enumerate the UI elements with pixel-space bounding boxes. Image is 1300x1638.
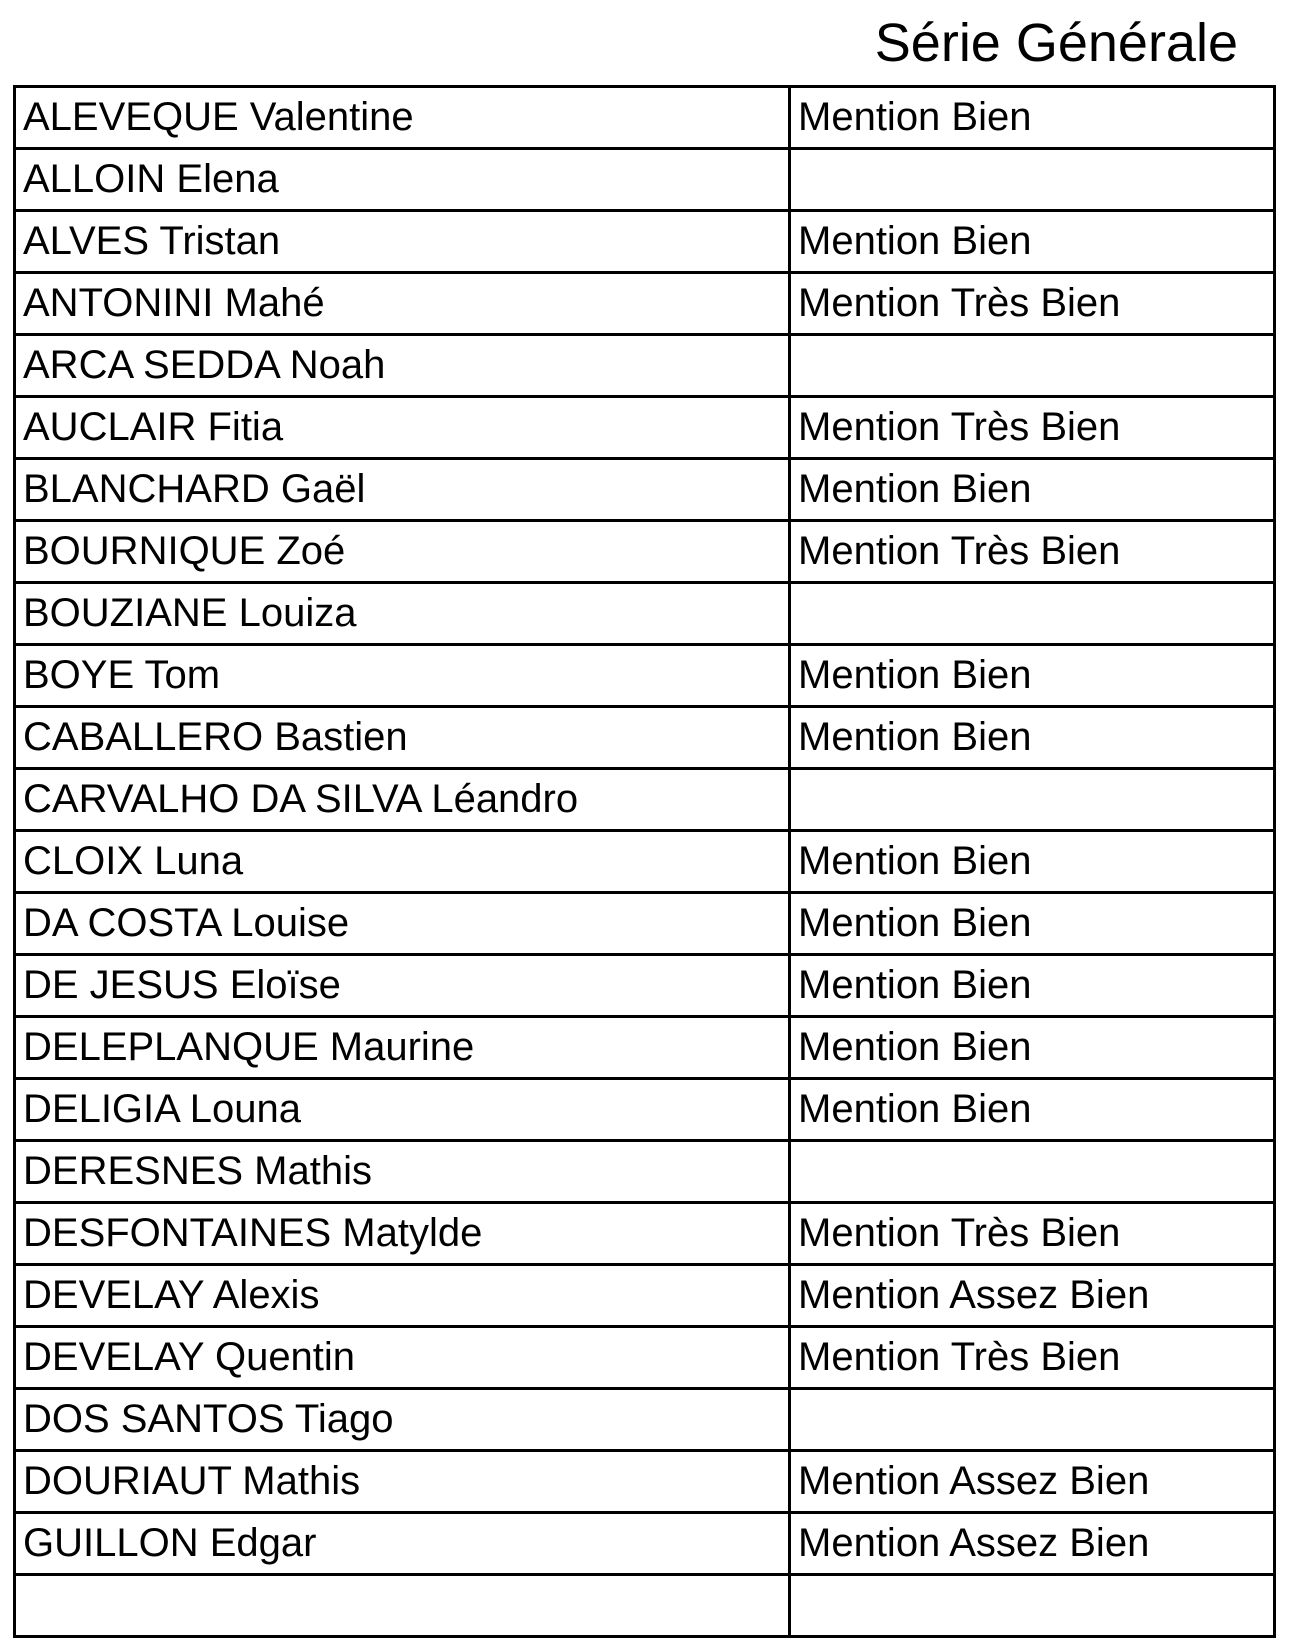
student-name-cell: DESFONTAINES Matylde <box>15 1203 790 1265</box>
mention-cell: Mention Bien <box>790 1079 1275 1141</box>
table-row <box>15 769 1275 831</box>
student-name-cell: DOURIAUT Mathis <box>15 1451 790 1513</box>
student-name-cell: DOS SANTOS Tiago <box>15 1389 790 1451</box>
mention-cell: Mention Assez Bien <box>790 1451 1275 1513</box>
student-name-cell: CLOIX Luna <box>15 831 790 893</box>
mention-cell <box>790 1141 1275 1203</box>
mention-cell: Mention Bien <box>790 955 1275 1017</box>
results-table <box>13 85 1276 1638</box>
mention-cell: Mention Assez Bien <box>790 1265 1275 1327</box>
page-title: Série Générale <box>874 13 1238 73</box>
student-name-cell: BLANCHARD Gaël <box>15 459 790 521</box>
mention-cell: Mention Très Bien <box>790 397 1275 459</box>
table-row <box>15 645 1275 707</box>
student-name-cell: DEVELAY Quentin <box>15 1327 790 1389</box>
table-row <box>15 1451 1275 1513</box>
mention-cell: Mention Très Bien <box>790 273 1275 335</box>
mention-cell: Mention Bien <box>790 211 1275 273</box>
table-row <box>15 1265 1275 1327</box>
mention-cell: Mention Bien <box>790 1017 1275 1079</box>
mention-cell: Mention Très Bien <box>790 521 1275 583</box>
table-row <box>15 211 1275 273</box>
student-name-cell: DEVELAY Alexis <box>15 1265 790 1327</box>
student-name-cell: CARVALHO DA SILVA Léandro <box>15 769 790 831</box>
table-row <box>15 1513 1275 1575</box>
table-row <box>15 893 1275 955</box>
table-row <box>15 1017 1275 1079</box>
mention-cell: Mention Très Bien <box>790 1203 1275 1265</box>
mention-cell: Mention Bien <box>790 893 1275 955</box>
mention-cell <box>790 769 1275 831</box>
student-name-cell: DA COSTA Louise <box>15 893 790 955</box>
table-row <box>15 707 1275 769</box>
student-name-cell: BOURNIQUE Zoé <box>15 521 790 583</box>
student-name-cell: DELIGIA Louna <box>15 1079 790 1141</box>
table-row <box>15 459 1275 521</box>
student-name-cell: DERESNES Mathis <box>15 1141 790 1203</box>
mention-cell: Mention Bien <box>790 831 1275 893</box>
mention-cell <box>790 1389 1275 1451</box>
table-row <box>15 831 1275 893</box>
student-name-cell: BOUZIANE Louiza <box>15 583 790 645</box>
table-row <box>15 955 1275 1017</box>
mention-cell: Mention Très Bien <box>790 1327 1275 1389</box>
mention-cell <box>790 335 1275 397</box>
mention-cell <box>790 583 1275 645</box>
mention-cell: Mention Bien <box>790 707 1275 769</box>
mention-cell <box>790 149 1275 211</box>
student-name-cell: DE JESUS Eloïse <box>15 955 790 1017</box>
student-name-cell: ARCA SEDDA Noah <box>15 335 790 397</box>
student-name-cell: AUCLAIR Fitia <box>15 397 790 459</box>
student-name-cell: ANTONINI Mahé <box>15 273 790 335</box>
table-row <box>15 521 1275 583</box>
table-row <box>15 87 1275 149</box>
student-name-cell: BOYE Tom <box>15 645 790 707</box>
table-row <box>15 335 1275 397</box>
student-name-cell: CABALLERO Bastien <box>15 707 790 769</box>
mention-cell: Mention Bien <box>790 459 1275 521</box>
table-row <box>15 149 1275 211</box>
student-name-cell: ALEVEQUE Valentine <box>15 87 790 149</box>
table-row <box>15 1079 1275 1141</box>
results-table-body <box>15 87 1275 1637</box>
table-row <box>15 583 1275 645</box>
student-name-cell: DELEPLANQUE Maurine <box>15 1017 790 1079</box>
table-row <box>15 397 1275 459</box>
table-row <box>15 1389 1275 1451</box>
table-row <box>15 1327 1275 1389</box>
student-name-cell: GUILLON Edgar <box>15 1513 790 1575</box>
mention-cell: Mention Assez Bien <box>790 1513 1275 1575</box>
table-row <box>15 273 1275 335</box>
mention-cell: Mention Bien <box>790 87 1275 149</box>
table-row <box>15 1141 1275 1203</box>
student-name-cell: ALVES Tristan <box>15 211 790 273</box>
mention-cell: Mention Bien <box>790 645 1275 707</box>
table-row <box>15 1203 1275 1265</box>
student-name-cell: ALLOIN Elena <box>15 149 790 211</box>
